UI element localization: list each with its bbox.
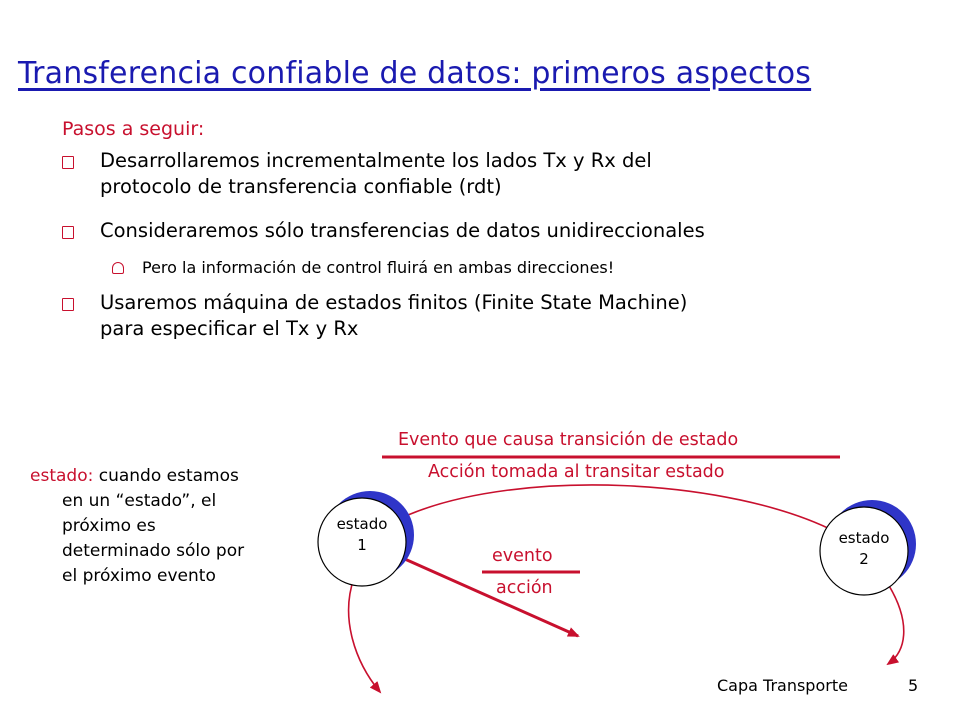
top-event-label: Evento que causa transición de estado (398, 430, 739, 450)
footer-section: Capa Transporte (717, 676, 848, 695)
state-2-label: estado 2 (838, 529, 890, 568)
state-1-label: estado 1 (336, 515, 388, 554)
bullet-text: Consideraremos sólo transferencias de datos unidireccionales (100, 219, 705, 242)
page-number: 5 (908, 676, 919, 695)
intro-label: Pasos a seguir: (62, 118, 205, 140)
mid-event-label: evento (492, 546, 553, 566)
bullet-text: Desarrollaremos incrementalmente los lados Tx y Rx del protocolo de transferencia confiable (rdt) (100, 149, 652, 198)
definition-text: determinado sólo por (62, 541, 245, 561)
transition-arrow-1-to-2 (408, 485, 836, 532)
definition-text: en un “estado”, el (62, 491, 217, 511)
slide-title: Transferencia confiable de datos: primeros aspectos (18, 56, 812, 91)
mid-action-label: acción (496, 578, 553, 598)
definition-text: cuando estamos (93, 466, 239, 486)
top-action-label: Acción tomada al transitar estado (428, 462, 725, 482)
definition-term: estado: (30, 466, 94, 486)
transition-arrow-state1-down (349, 578, 380, 692)
bullet-text: Usaremos máquina de estados finitos (Finite State Machine) para especificar el Tx y Rx (100, 291, 688, 340)
sub-bullet-text: Pero la información de control fluirá en ambas direcciones! (142, 258, 615, 277)
transition-arrow-state2-down (888, 584, 904, 664)
definition-text: próximo es (62, 516, 156, 536)
definition-text: el próximo evento (62, 566, 216, 586)
